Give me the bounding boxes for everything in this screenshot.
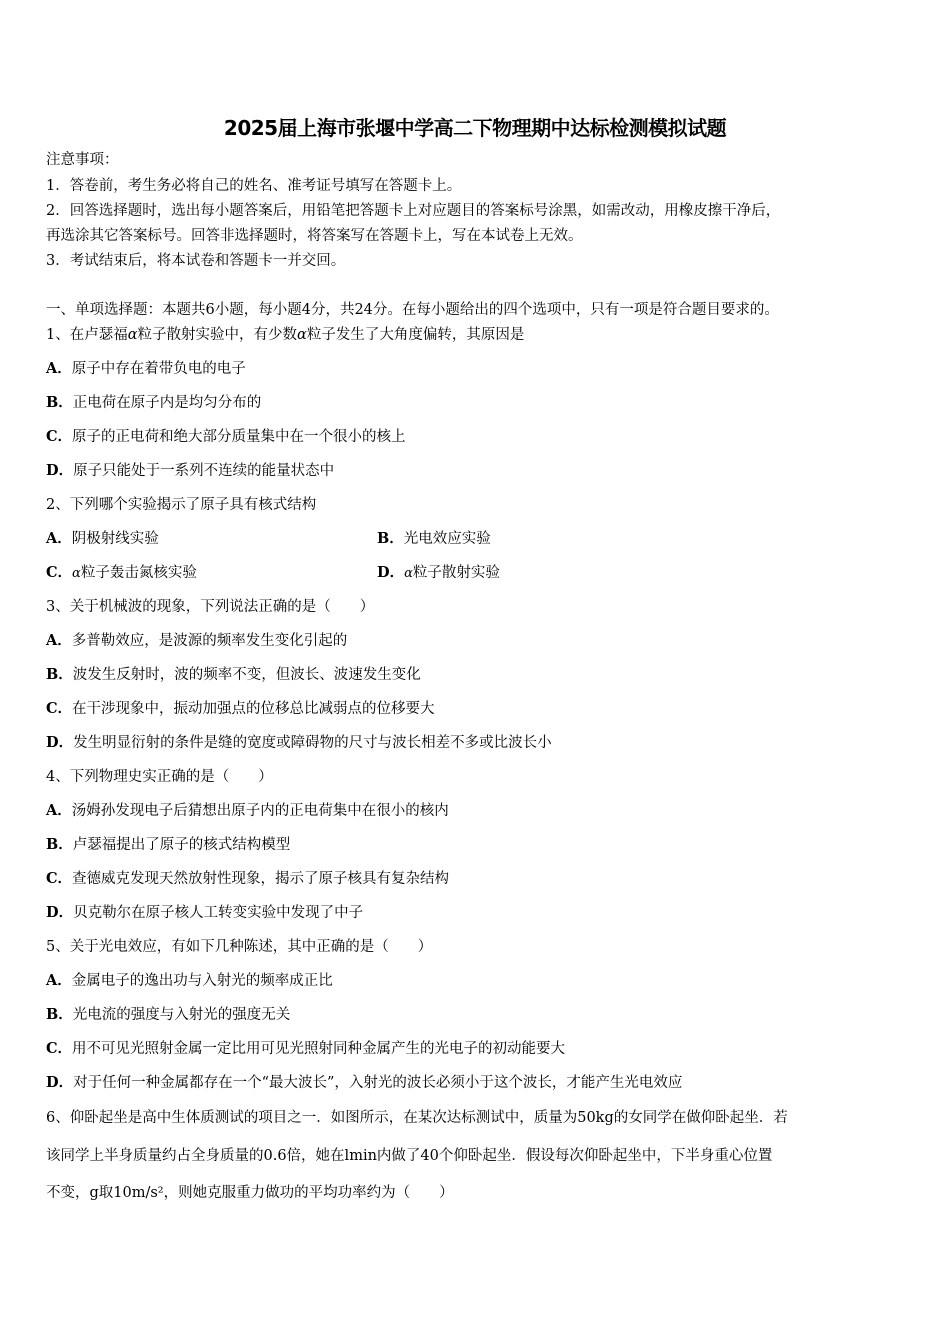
option-text: 正电荷在原子内是均匀分布的 (72, 395, 262, 411)
option-text: 原子的正电荷和绝大部分质量集中在一个很小的核上 (72, 429, 406, 445)
option-letter: C． (46, 428, 73, 445)
option-c (46, 427, 406, 447)
option-b (46, 1005, 290, 1025)
option-letter: A． (46, 972, 72, 989)
question-stem: 6、仰卧起坐是高中生体质测试的项目之一．如图所示，在某次达标测试中，质量为50kg的女同学在做仰卧起坐．若 (46, 1110, 788, 1126)
option-a (46, 359, 246, 379)
option-text: 对于任何一种金属都存在一个“最大波长”，入射光的波长必须小于这个波长，才能产生光电效应 (73, 1075, 683, 1091)
question-stem: 不变，g取10m/s²，则她克服重力做功的平均功率约为（ ） (46, 1185, 454, 1201)
option-letter: D． (46, 1074, 74, 1091)
option-text: 查德威克发现天然放射性现象，揭示了原子核具有复杂结构 (72, 871, 450, 887)
option-d (46, 1073, 682, 1093)
option-d (46, 903, 363, 923)
question-stem: 3、关于机械波的现象，下列说法正确的是（ ） (46, 599, 375, 615)
notice-item: 3．考试结束后，将本试卷和答题卡一并交回。 (46, 253, 346, 269)
notice-item: 1．答卷前，考生务必将自己的姓名、准考证号填写在答题卡上。 (46, 178, 462, 194)
question-stem: 2、下列哪个实验揭示了原子具有核式结构 (46, 497, 317, 513)
option-a (46, 971, 333, 991)
option-text: 多普勒效应，是波源的频率发生变化引起的 (71, 633, 348, 649)
option-d (46, 461, 334, 481)
option-c (46, 1039, 565, 1059)
question-stem (46, 325, 524, 345)
option-letter: C． (46, 870, 73, 887)
option-d (377, 563, 500, 584)
option-letter: D． (46, 462, 74, 479)
option-d (46, 733, 552, 753)
option-letter: A． (46, 360, 72, 377)
alpha-symbol: α (297, 327, 307, 343)
option-letter: C． (46, 1040, 73, 1057)
option-text: 贝克勒尔在原子核人工转变实验中发现了中子 (73, 905, 364, 921)
option-letter: D． (377, 564, 405, 581)
option-text: 用不可见光照射金属一定比用可见光照射同种金属产生的光电子的初动能要大 (72, 1041, 566, 1057)
option-b (46, 665, 421, 685)
option-text: 原子只能处于一系列不连续的能量状态中 (73, 463, 335, 479)
option-b (46, 835, 290, 855)
notice-item: 再选涂其它答案标号。回答非选择题时，将答案写在答题卡上，写在本试卷上无效。 (46, 228, 583, 244)
option-letter: B． (46, 394, 73, 411)
option-b (377, 529, 491, 549)
option-text: 在干涉现象中，振动加强点的位移总比减弱点的位移要大 (72, 701, 435, 717)
option-text: 粒子轰击氮核实验 (80, 565, 197, 581)
option-text: 原子中存在着带负电的电子 (71, 361, 246, 377)
option-text: 波发生反射时，波的频率不变，但波长、波速发生变化 (72, 667, 421, 683)
option-letter: D． (46, 734, 74, 751)
alpha-symbol: α (72, 566, 81, 581)
option-c (46, 563, 197, 584)
option-letter: B． (46, 666, 73, 683)
option-letter: C． (46, 564, 73, 581)
option-a (46, 529, 159, 549)
option-c (46, 869, 449, 889)
option-letter: A． (46, 530, 72, 547)
option-letter: B． (377, 530, 404, 547)
option-a (46, 801, 449, 821)
option-text: 光电流的强度与入射光的强度无关 (72, 1007, 291, 1023)
option-text: 汤姆孙发现电子后猜想出原子内的正电荷集中在很小的核内 (71, 803, 449, 819)
section-heading: 一、单项选择题：本题共6小题，每小题4分，共24分。在每小题给出的四个选项中，只有一项是符合题目要求的。 (46, 302, 779, 318)
stem-part: 粒子散射实验中，有少数 (137, 327, 298, 343)
option-text: 金属电子的逸出功与入射光的频率成正比 (71, 973, 333, 989)
option-text: 阴极射线实验 (71, 531, 159, 547)
question-stem: 该同学上半身质量约占全身质量的0.6倍，她在lmin内做了40个仰卧起坐．假设每次仰卧起坐中，下半身重心位置 (46, 1148, 773, 1164)
option-text: 粒子散射实验 (412, 565, 500, 581)
option-letter: A． (46, 632, 72, 649)
question-stem: 5、关于光电效应，有如下几种陈述，其中正确的是（ ） (46, 939, 433, 955)
stem-part: 粒子发生了大角度偏转，其原因是 (306, 327, 525, 343)
option-b (46, 393, 261, 413)
option-text: 发生明显衍射的条件是缝的宽度或障碍物的尺寸与波长相差不多或比波长小 (73, 735, 552, 751)
alpha-symbol: α (404, 566, 413, 581)
option-letter: D． (46, 904, 74, 921)
option-letter: B． (46, 836, 73, 853)
option-letter: A． (46, 802, 72, 819)
option-a (46, 631, 347, 651)
alpha-symbol: α (127, 327, 138, 343)
notice-heading: 注意事项： (46, 152, 119, 168)
option-text: 光电效应实验 (403, 531, 491, 547)
option-letter: C． (46, 700, 73, 717)
option-text: 卢瑟福提出了原子的核式结构模型 (72, 837, 291, 853)
option-c (46, 699, 435, 719)
question-stem: 4、下列物理史实正确的是（ ） (46, 769, 273, 785)
stem-part: 1、在卢瑟福 (46, 327, 128, 343)
page-title: 2025届上海市张堰中学高二下物理期中达标检测模拟试题 (223, 116, 727, 140)
option-letter: B． (46, 1006, 73, 1023)
notice-item: 2．回答选择题时，选出每小题答案后，用铅笔把答题卡上对应题目的答案标号涂黑，如需改动，用橡皮擦干净后， (46, 203, 781, 219)
